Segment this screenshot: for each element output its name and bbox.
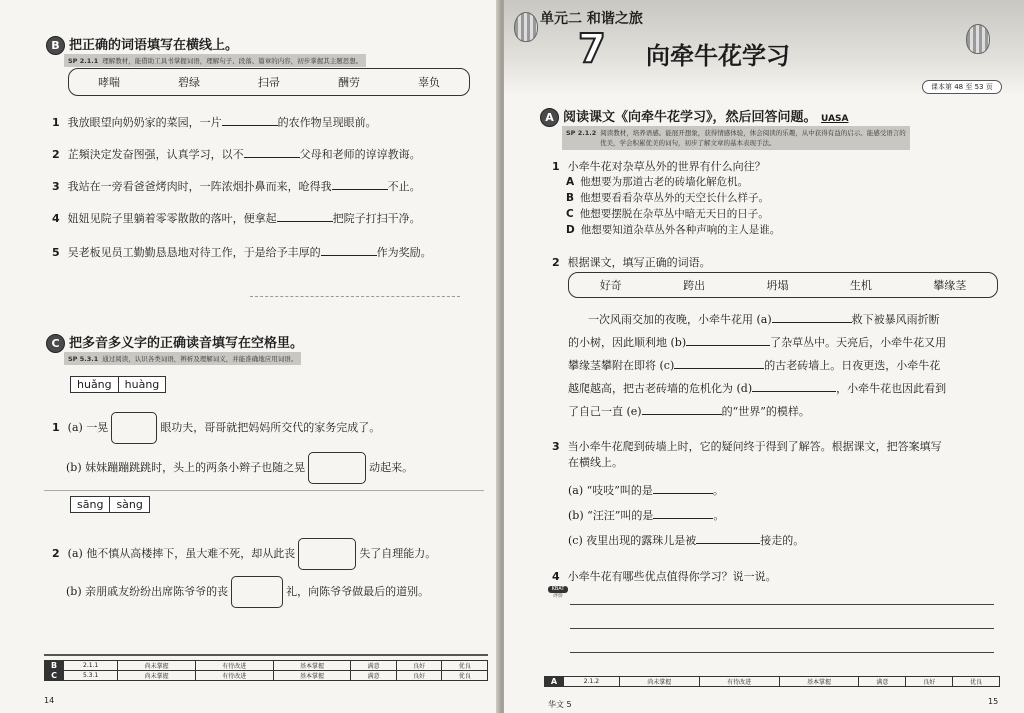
sub-label: (c): [568, 534, 583, 547]
sp-text: 通过阅读，认识各类词语，辨析及理解词义，并能准确地应用词语。: [102, 355, 298, 363]
question-number: 3: [52, 180, 60, 193]
question-a3-cont: 在横线上。: [568, 456, 623, 469]
score-cell[interactable]: 满意: [859, 677, 906, 687]
question-text: 妹妹蹦蹦跳跳时，头上的两条小辫子也随之晃: [85, 461, 306, 474]
cloze-text: ，小牵牛花也因此看到: [836, 382, 947, 395]
pinyin-option: sàng: [109, 497, 148, 512]
section-b-title-text: 把正确的词语填写在横线上。: [69, 38, 239, 53]
word-bank-item: 扫帚: [258, 76, 280, 89]
score-table-right: [544, 676, 1000, 687]
score-cell[interactable]: 良好: [906, 677, 953, 687]
question-text: 把院子打扫干净。: [332, 212, 421, 225]
option-key: C: [566, 208, 574, 220]
question-text: 父母和老师的谆谆教诲。: [299, 148, 421, 161]
question-b2: [52, 146, 421, 162]
question-a4: [552, 568, 777, 584]
question-number: 1: [52, 421, 60, 434]
word-bank-item: 好奇: [599, 279, 622, 292]
question-c2a: [52, 538, 436, 570]
score-code: 2.1.1: [64, 661, 118, 671]
sub-label: (b): [568, 509, 584, 522]
question-text: 他不慎从高楼摔下，虽大难不死，却从此丧: [86, 547, 296, 560]
sub-label: (b): [66, 585, 82, 598]
pinyin-answer-box[interactable]: [308, 452, 366, 484]
pinyin-option: huǎng: [77, 378, 112, 391]
cloze-text: 的小树，因此顺利地 (b): [568, 336, 687, 349]
sp-text: 阅读教材，培养语感。能展开想象，获得情感体验，体会阅读的乐趣，从中获得有益的启示。能感受语言的: [600, 129, 906, 137]
question-text: 当小牵牛花爬到砖墙上时，它的疑问终于得到了解答。根据课文，把答案填写: [567, 440, 942, 453]
question-a3: [552, 438, 942, 454]
word-bank-item: 生机: [849, 279, 872, 292]
lesson-number: 7: [578, 26, 606, 72]
answer-a3a: [568, 482, 724, 498]
section-a-sp: [562, 126, 910, 150]
score-cell[interactable]: 尚未掌握: [619, 677, 699, 687]
cloze-text: 越爬越高，把古老砖墙的危机化为 (d): [568, 382, 753, 395]
section-c-title: [46, 332, 303, 353]
score-cell[interactable]: 有待改进: [195, 661, 273, 671]
pinyin-option: sāng: [77, 498, 104, 511]
pinyin-answer-box[interactable]: [111, 412, 157, 444]
sp-code: SP 2.1.1: [68, 57, 99, 65]
score-cell[interactable]: 尚未掌握: [118, 661, 196, 671]
answer-blank[interactable]: [332, 179, 388, 190]
sub-label: (a): [67, 421, 83, 434]
cloze-line-e: [568, 400, 810, 423]
score-cell[interactable]: 基本掌握: [273, 661, 351, 671]
question-text: 小牵牛花对杂草丛外的世界有什么向往？: [567, 160, 766, 173]
question-c2b: [66, 576, 429, 608]
section-a-badge: A: [540, 108, 559, 127]
option-a1-c[interactable]: [566, 206, 769, 221]
score-row-c: [45, 671, 488, 681]
sp-code: SP 2.1.2: [566, 129, 597, 137]
question-a2: [552, 254, 711, 270]
question-c1b: [66, 452, 413, 484]
word-bank-item: 酬劳: [338, 76, 360, 89]
option-key: B: [566, 192, 575, 204]
section-b-badge: B: [46, 36, 65, 55]
unit-label: 单元二: [540, 11, 582, 27]
option-text: 他想要为那道古老的砖墙化解危机。: [580, 176, 749, 188]
question-number: 5: [52, 246, 60, 259]
question-text: 眼功夫，哥哥就把妈妈所交代的家务完成了。: [160, 421, 381, 434]
cloze-blank-e[interactable]: [642, 404, 722, 415]
score-row-label: B: [45, 661, 64, 671]
score-cell[interactable]: 满意: [351, 671, 397, 681]
question-text: 失了自理能力。: [359, 547, 437, 560]
question-a1: [552, 158, 766, 174]
right-page: [504, 0, 1024, 713]
option-text: 他想要看看杂草丛外的天空长什么样子。: [580, 192, 770, 204]
question-text: 我放眼望向奶奶家的菜园，一片: [67, 116, 222, 129]
pinyin-answer-box[interactable]: [231, 576, 283, 608]
pinyin-option: huàng: [118, 377, 166, 392]
cloze-text: 了杂草丛中。天亮后，小牵牛花又用: [770, 336, 947, 349]
hot-air-balloon-icon: [514, 12, 538, 42]
question-text: 小牵牛花有哪些优点值得你学习？说一说。: [567, 570, 777, 583]
word-bank-item: 坍塌: [766, 279, 789, 292]
question-number: 1: [52, 116, 60, 129]
cloze-line-c: [568, 354, 940, 377]
cloze-blank-a[interactable]: [772, 312, 852, 323]
section-c-title-text: 把多音多义字的正确读音填写在空格里。: [69, 336, 304, 351]
score-cell[interactable]: 优良: [953, 677, 1000, 687]
question-number: 4: [552, 570, 560, 583]
cloze-line-b: [568, 331, 946, 354]
question-text: 夜里出现的露珠儿是被: [586, 534, 697, 547]
score-row-b: [45, 661, 488, 671]
answer-line[interactable]: [570, 628, 994, 629]
sp-text: 理解教材，能借助工具书掌握词语，理解句子、段落、篇章的内容，初步掌握其主题思想。: [102, 57, 363, 65]
sub-label: (a): [67, 547, 83, 560]
word-bank-b: [68, 68, 470, 96]
score-code: 5.3.1: [64, 671, 118, 681]
section-c-badge: C: [46, 334, 65, 353]
score-cell[interactable]: 尚未掌握: [118, 671, 196, 681]
answer-a3c: [568, 532, 804, 548]
question-text: 不止。: [387, 180, 421, 193]
pinyin-choices-2: [70, 496, 150, 513]
kbat-sublabel: 评价: [552, 593, 563, 599]
option-key: D: [566, 224, 575, 236]
word-bank-item: 跨出: [683, 279, 706, 292]
score-cell[interactable]: 基本掌握: [779, 677, 859, 687]
score-cell[interactable]: 基本掌握: [273, 671, 351, 681]
section-c-sp: [64, 352, 301, 365]
question-b5: [52, 244, 432, 260]
score-cell[interactable]: 满意: [351, 661, 397, 671]
score-row-label: C: [45, 671, 64, 681]
answer-blank[interactable]: [653, 508, 713, 519]
question-text: 根据课文，填写正确的词语。: [567, 256, 711, 269]
score-cell[interactable]: 良好: [396, 661, 442, 671]
left-page: [0, 0, 500, 713]
option-key: A: [566, 176, 575, 188]
question-text: 的农作物呈现眼前。: [277, 116, 377, 129]
answer-a3b: [568, 507, 724, 523]
word-bank-item: 碧绿: [178, 76, 200, 89]
question-number: 2: [52, 148, 60, 161]
word-bank-item: 哮喘: [98, 76, 120, 89]
kbat-label: KBAT: [548, 586, 568, 593]
sp-code: SP 5.3.1: [68, 355, 99, 363]
unit-title: [540, 8, 643, 28]
option-text: 他想要知道杂草丛外各种声响的主人是谁。: [580, 224, 781, 236]
option-a1-b[interactable]: [566, 190, 769, 205]
uasa-tag: UASA: [821, 114, 849, 124]
score-cell[interactable]: 优良: [442, 661, 488, 671]
question-text: 动起来。: [369, 461, 414, 474]
score-cell[interactable]: 有待改进: [699, 677, 779, 687]
question-text: 接走的。: [760, 534, 805, 547]
textbook-page-ref: 课本第 48 至 53 页: [922, 80, 1002, 94]
lesson-title: 向牵牛花学习: [646, 42, 790, 70]
answer-blank[interactable]: [696, 533, 760, 544]
question-number: 3: [552, 440, 560, 453]
answer-blank[interactable]: [244, 147, 300, 158]
page-number-right: 15: [988, 697, 999, 706]
question-number: 1: [552, 160, 560, 173]
option-a1-a[interactable]: [566, 174, 748, 189]
option-text: 他想要摆脱在杂草丛中暗无天日的日子。: [579, 208, 769, 220]
question-text: “汪汪”叫的是: [587, 509, 654, 522]
hot-air-balloon-icon: [966, 24, 990, 54]
question-number: 2: [552, 256, 560, 269]
question-text: 吴老板见员工勤勤恳恳地对待工作，于是给予丰厚的: [67, 246, 321, 259]
question-number: 4: [52, 212, 60, 225]
cloze-text: 一次风雨交加的夜晚，小牵牛花用 (a): [588, 313, 772, 326]
book-footer: 华文 5: [548, 700, 572, 709]
cloze-text: 了自己一直 (e): [568, 405, 642, 418]
section-b-title: [46, 34, 238, 55]
cloze-line-d: [568, 377, 946, 400]
question-text: 。: [712, 484, 724, 497]
cloze-blank-c[interactable]: [674, 358, 764, 369]
question-text: 亲朋戚友纷纷出席陈爷爷的丧: [85, 585, 229, 598]
word-bank-item: 攀缘茎: [933, 279, 967, 292]
question-text: 。: [713, 509, 725, 522]
page-number-left: 14: [44, 696, 55, 705]
question-text: 芷頻決定发奋图强，认真学习，以不: [67, 148, 244, 161]
question-text: 妞妞见院子里躺着零零散散的落叶，便拿起: [67, 212, 277, 225]
score-cell[interactable]: 良好: [396, 671, 442, 681]
question-b1: [52, 114, 377, 130]
question-text: 一晃: [86, 421, 109, 434]
score-row-a: [545, 677, 1000, 687]
option-a1-d[interactable]: [566, 222, 780, 237]
answer-line[interactable]: [570, 652, 994, 653]
pinyin-choices-1: [70, 376, 166, 393]
score-table-left: [44, 660, 488, 681]
question-number: 2: [52, 547, 60, 560]
pinyin-answer-box[interactable]: [298, 538, 356, 570]
cloze-blank-b[interactable]: [686, 335, 770, 346]
question-b3: [52, 178, 421, 194]
word-bank-a: [568, 272, 998, 298]
section-b-sp: [64, 54, 366, 67]
answer-blank[interactable]: [277, 211, 333, 222]
cloze-text: 攀缘茎攀附在即将 (c): [568, 359, 675, 372]
cloze-blank-d[interactable]: [752, 381, 836, 392]
sub-label: (a): [568, 484, 584, 497]
faint-guide-line: [250, 296, 460, 297]
cloze-text: 救下被暴风雨折断: [851, 313, 940, 326]
unit-theme: 和谐之旅: [586, 11, 643, 27]
section-a-title-text: 阅读课文《向牵牛花学习》，然后回答问题。: [563, 110, 817, 125]
question-c1a: [52, 412, 380, 444]
answer-line[interactable]: [570, 604, 994, 605]
word-bank-item: 辜负: [418, 76, 440, 89]
kbat-tag: [548, 586, 568, 600]
section-a-title: [540, 106, 849, 127]
score-code: 2.1.2: [564, 677, 620, 687]
sp-text: 优美，学会积累优美的词句，初步了解文章的基本表现手法。: [600, 139, 776, 147]
divider: [44, 490, 484, 491]
question-text: “吱吱”叫的是: [586, 484, 653, 497]
question-text: 作为奖励。: [376, 246, 432, 259]
question-text: 我站在一旁看爸爸烤肉时，一阵浓烟扑鼻而来，呛得我: [67, 180, 332, 193]
cloze-text: 的古老砖墙上。日夜更迭，小牵牛花: [764, 359, 941, 372]
cloze-line-a: [568, 308, 940, 331]
sub-label: (b): [66, 461, 82, 474]
answer-blank[interactable]: [653, 483, 713, 494]
question-text: 礼，向陈爷爷做最后的道别。: [286, 585, 430, 598]
answer-blank[interactable]: [321, 245, 377, 256]
score-bar-top: [44, 654, 488, 656]
question-b4: [52, 210, 421, 226]
answer-blank[interactable]: [222, 115, 278, 126]
score-cell[interactable]: 优良: [442, 671, 488, 681]
cloze-text: 的“世界”的模样。: [721, 405, 810, 418]
score-row-label: A: [545, 677, 564, 687]
score-cell[interactable]: 有待改进: [195, 671, 273, 681]
